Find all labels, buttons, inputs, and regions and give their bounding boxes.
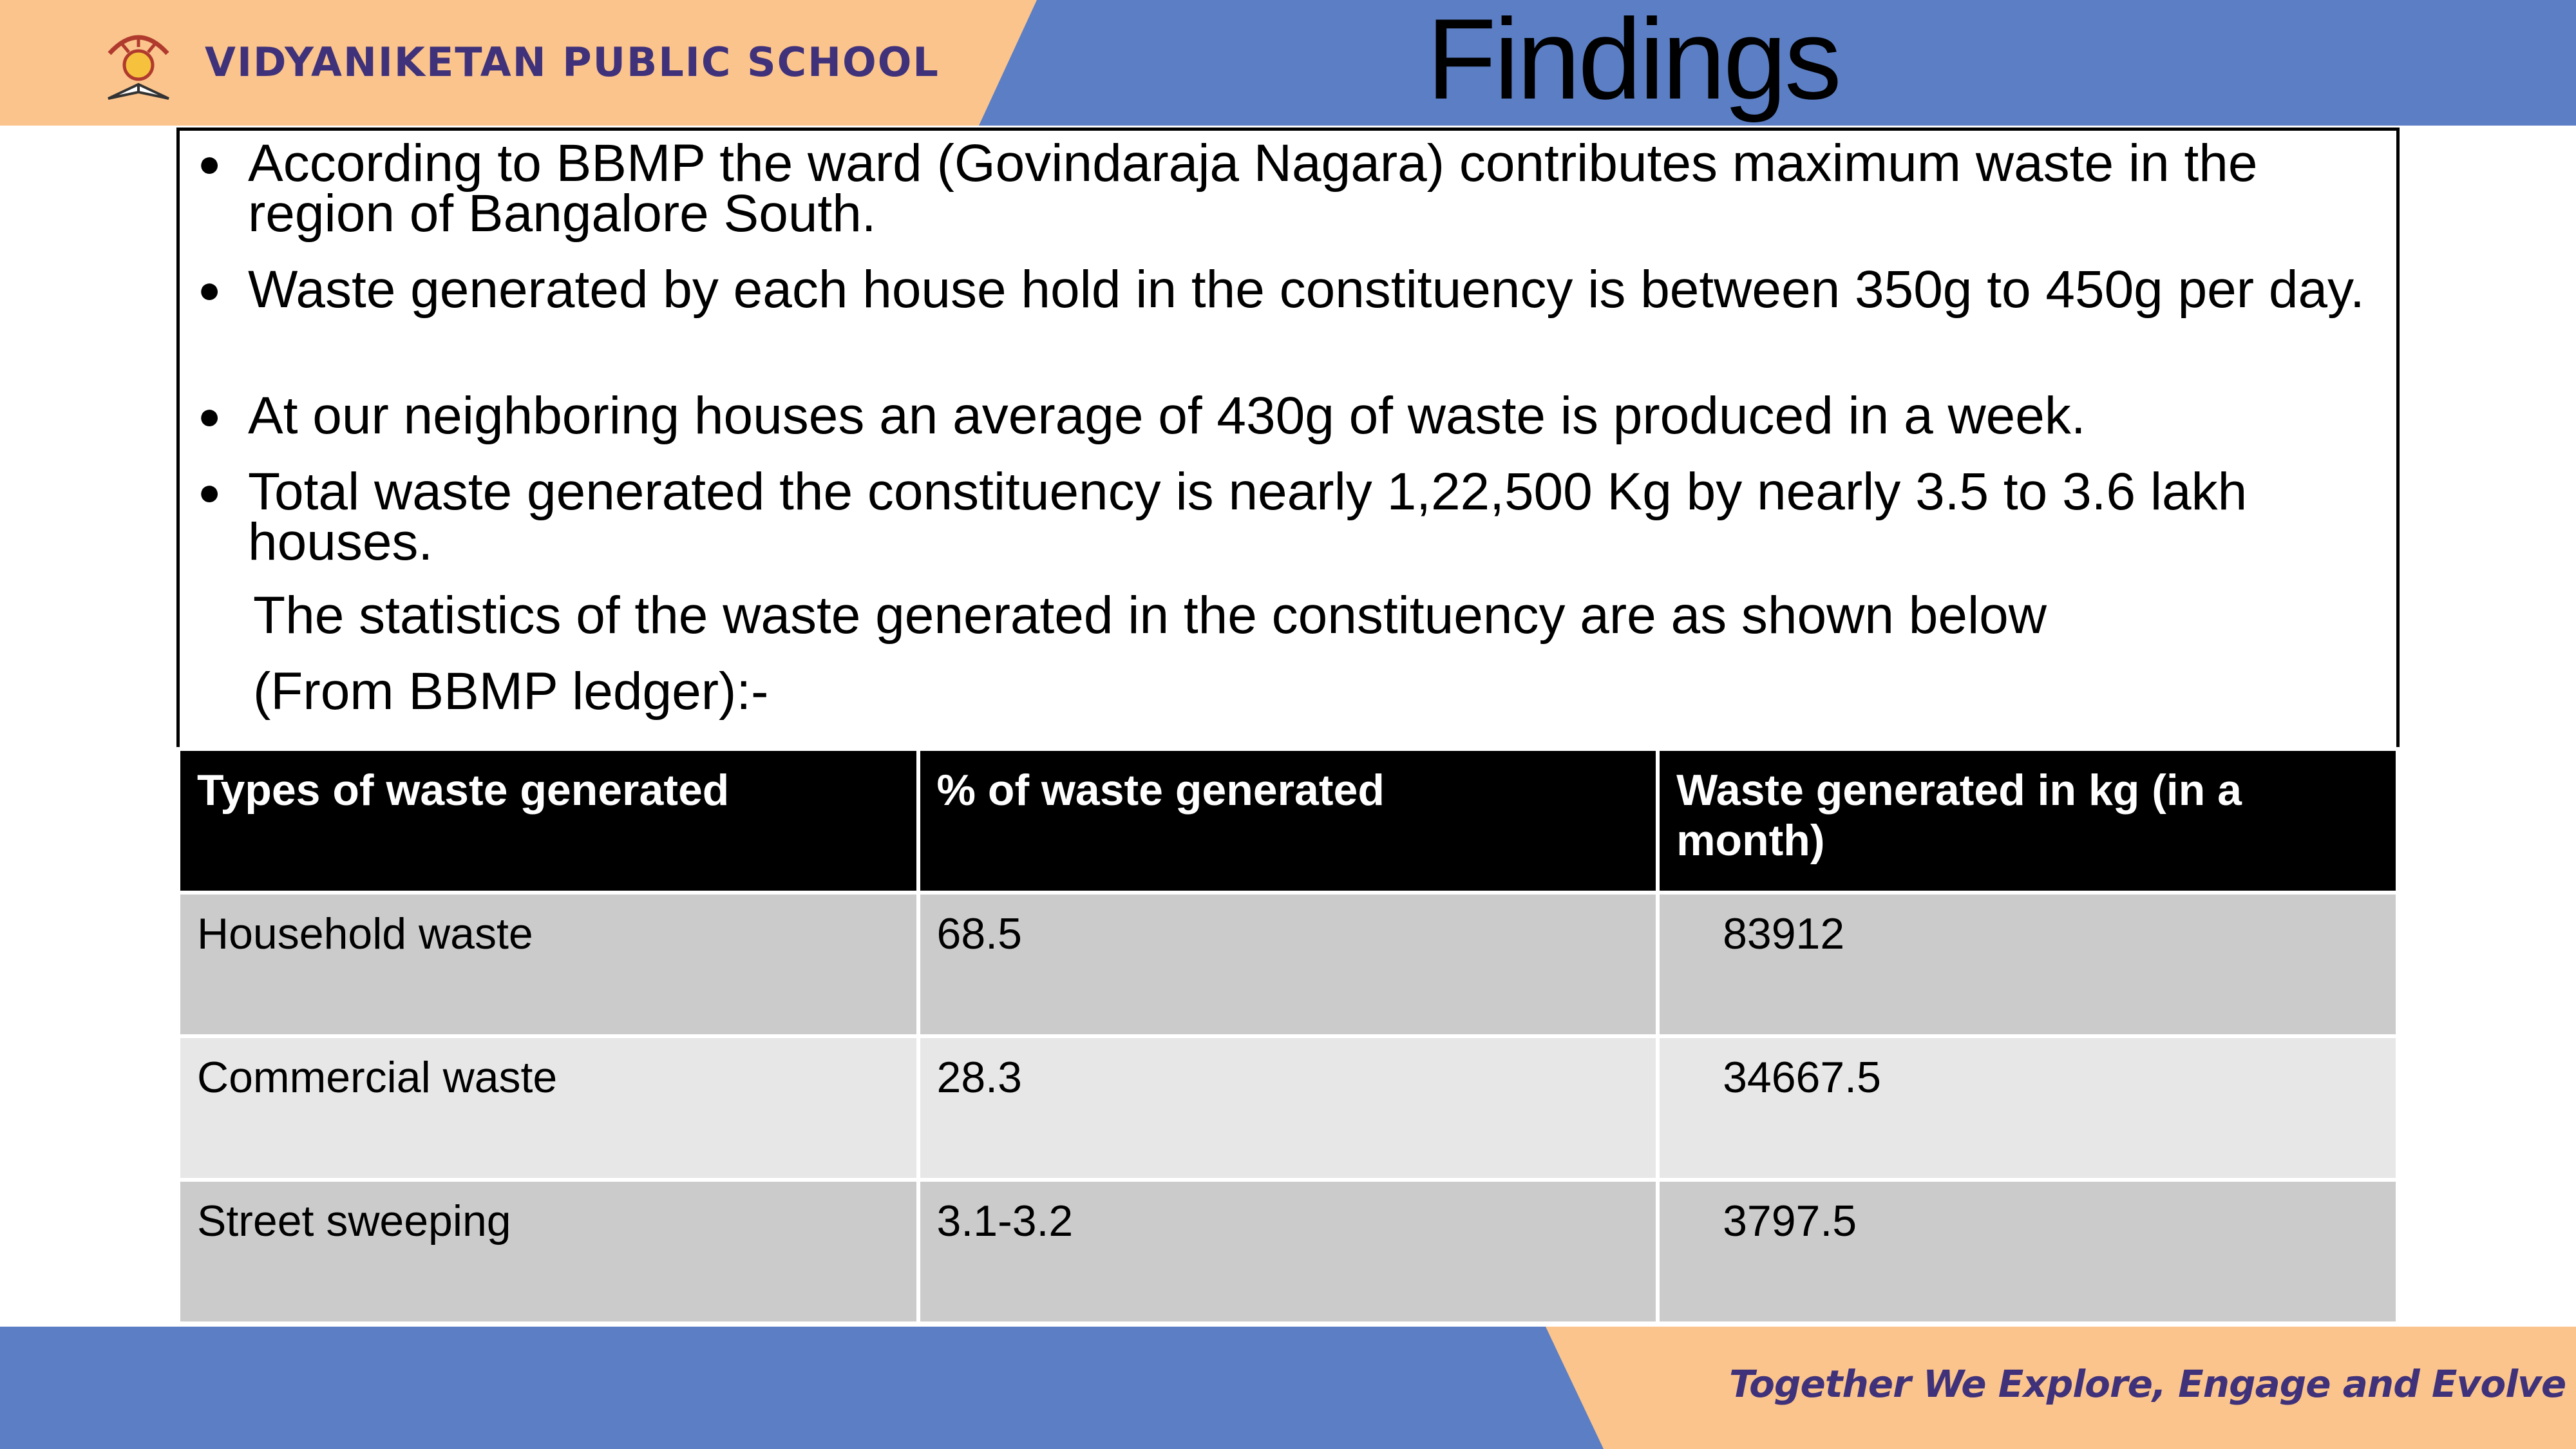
footer-band-left <box>0 1327 1610 1449</box>
bullet-dot-icon: ● <box>198 268 222 311</box>
bullet-text: At our neighboring houses an average of 430g of waste is produced in a week. <box>248 386 2086 445</box>
table-header-row <box>180 751 2396 891</box>
bullet-dot-icon: ● <box>198 470 222 513</box>
column-header-percent: % of waste generated <box>920 751 1656 891</box>
cell-type: Commercial waste <box>180 1038 916 1178</box>
bullet-dot-icon: ● <box>198 394 222 437</box>
cell-type: Street sweeping <box>180 1182 916 1321</box>
cell-kg: 34667.5 <box>1660 1038 2396 1178</box>
bullet-text: Total waste generated the constituency is nearly 1,22,500 Kg by nearly 3.5 to 3.6 lakh houses. <box>248 462 2248 571</box>
waste-statistics-table <box>176 747 2400 1325</box>
school-name: VIDYANIKETAN PUBLIC SCHOOL <box>205 39 940 86</box>
statistics-intro: The statistics of the waste generated in the constituency are as shown below <box>253 586 2047 645</box>
bullet-dot-icon: ● <box>198 142 222 185</box>
cell-percent: 28.3 <box>920 1038 1656 1178</box>
table-row <box>180 1182 2396 1321</box>
page-title: Findings <box>1426 0 1839 123</box>
table-row <box>180 895 2396 1034</box>
cell-kg: 3797.5 <box>1660 1182 2396 1321</box>
bullet-text: Waste generated by each house hold in the constituency is between 350g to 450g per day. <box>248 260 2365 319</box>
findings-content-box <box>176 128 2400 747</box>
cell-percent: 3.1-3.2 <box>920 1182 1656 1321</box>
cell-kg: 83912 <box>1660 895 2396 1034</box>
column-header-kg: Waste generated in kg (in a month) <box>1660 751 2396 891</box>
bullet-text: According to BBMP the ward (Govindaraja Nagara) contributes maximum waste in the region of Bangalore South. <box>248 134 2258 243</box>
column-header-type: Types of waste generated <box>180 751 916 891</box>
cell-type: Household waste <box>180 895 916 1034</box>
cell-percent: 68.5 <box>920 895 1656 1034</box>
school-logo-icon <box>97 23 180 106</box>
statistics-source: (From BBMP ledger):- <box>253 662 769 721</box>
table-row <box>180 1038 2396 1178</box>
footer-tagline: Together We Explore, Engage and Evolve <box>1729 1362 2566 1406</box>
